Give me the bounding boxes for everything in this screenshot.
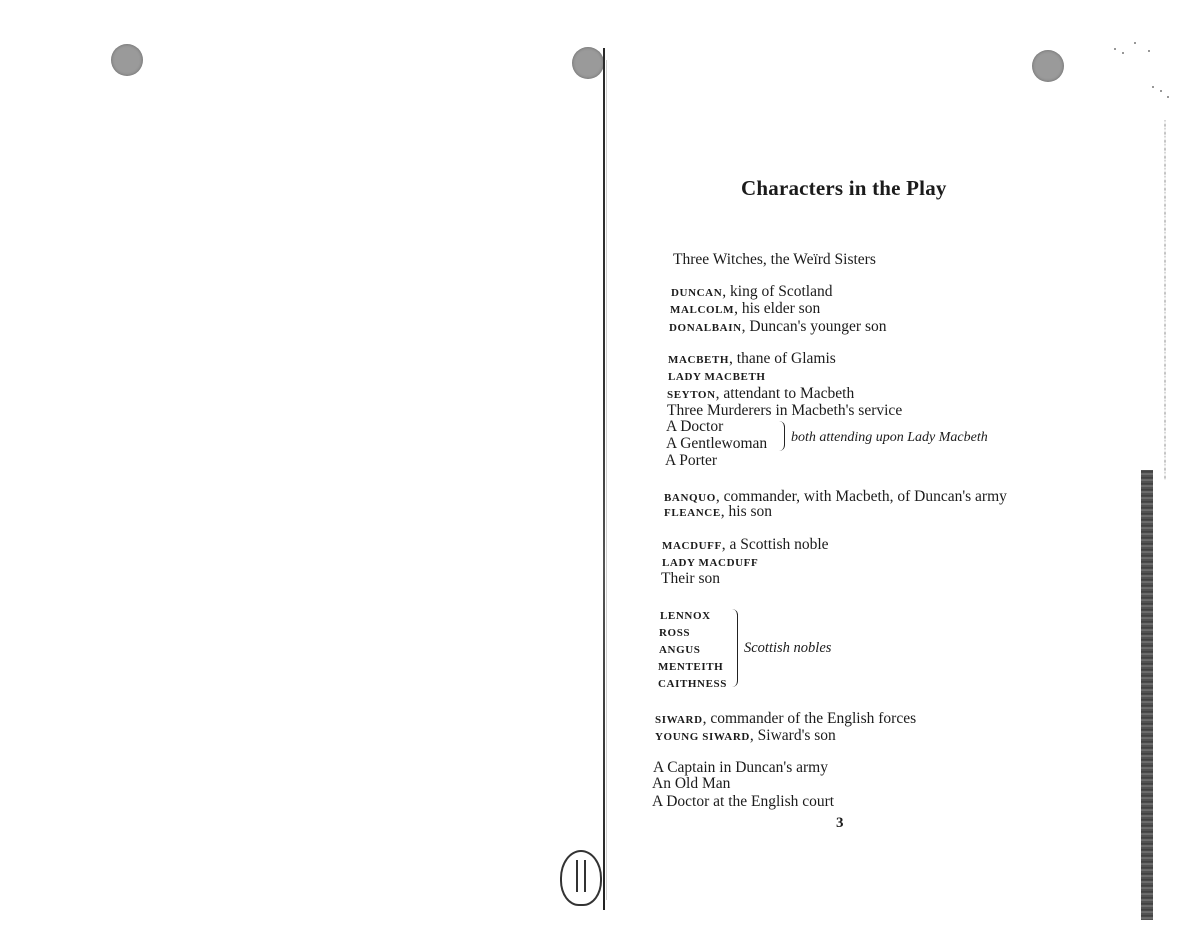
handwritten-mark <box>560 850 602 906</box>
cast-young-siward: YOUNG SIWARD, Siward's son <box>655 727 836 744</box>
cast-angus: ANGUS <box>659 644 701 656</box>
cast-english-doctor: A Doctor at the English court <box>652 793 835 810</box>
cast-lady-macduff: LADY MACDUFF <box>662 557 759 569</box>
cast-ross: ROSS <box>659 627 691 639</box>
cast-lady-macbeth: LADY MACBETH <box>668 371 766 383</box>
cast-fleance: FLEANCE, his son <box>664 503 773 520</box>
page-number: 3 <box>836 815 844 831</box>
punch-hole-left <box>111 44 143 76</box>
book-spine-line <box>603 48 605 910</box>
cast-lennox: LENNOX <box>660 610 711 622</box>
punch-hole-middle <box>572 47 604 79</box>
bracket-attending <box>778 421 785 451</box>
cast-siward: SIWARD, commander of the English forces <box>655 710 917 727</box>
cast-gentlewoman: A Gentlewoman <box>666 435 768 452</box>
bracket-nobles <box>731 609 738 687</box>
cast-witches: Three Witches, the Weïrd Sisters <box>673 251 876 268</box>
cast-duncan: DUNCAN, king of Scotland <box>671 283 833 300</box>
cast-seyton: SEYTON, attendant to Macbeth <box>667 385 855 402</box>
note-attending: both attending upon Lady Macbeth <box>791 430 988 445</box>
cast-their-son: Their son <box>661 570 720 587</box>
scan-specks <box>1112 40 1172 100</box>
note-nobles: Scottish nobles <box>744 640 832 656</box>
cast-macbeth: MACBETH, thane of Glamis <box>668 350 836 367</box>
cast-doctor: A Doctor <box>666 418 724 435</box>
cast-menteith: MENTEITH <box>658 661 724 673</box>
cast-donalbain: DONALBAIN, Duncan's younger son <box>669 318 887 335</box>
cast-caithness: CAITHNESS <box>658 678 727 690</box>
cast-malcolm: MALCOLM, his elder son <box>670 300 821 317</box>
cast-macduff: MACDUFF, a Scottish noble <box>662 536 829 553</box>
cast-banquo: BANQUO, commander, with Macbeth, of Duncan's army <box>664 488 1007 505</box>
page-edge-shadow <box>1141 470 1153 920</box>
punch-hole-right <box>1032 50 1064 82</box>
spine-shadow <box>606 60 607 900</box>
cast-old-man: An Old Man <box>652 775 731 792</box>
cast-captain: A Captain in Duncan's army <box>653 759 828 776</box>
page-title: Characters in the Play <box>741 176 947 200</box>
cast-porter: A Porter <box>665 452 718 469</box>
page-edge-faint <box>1164 120 1166 480</box>
cast-murderers: Three Murderers in Macbeth's service <box>667 402 903 419</box>
